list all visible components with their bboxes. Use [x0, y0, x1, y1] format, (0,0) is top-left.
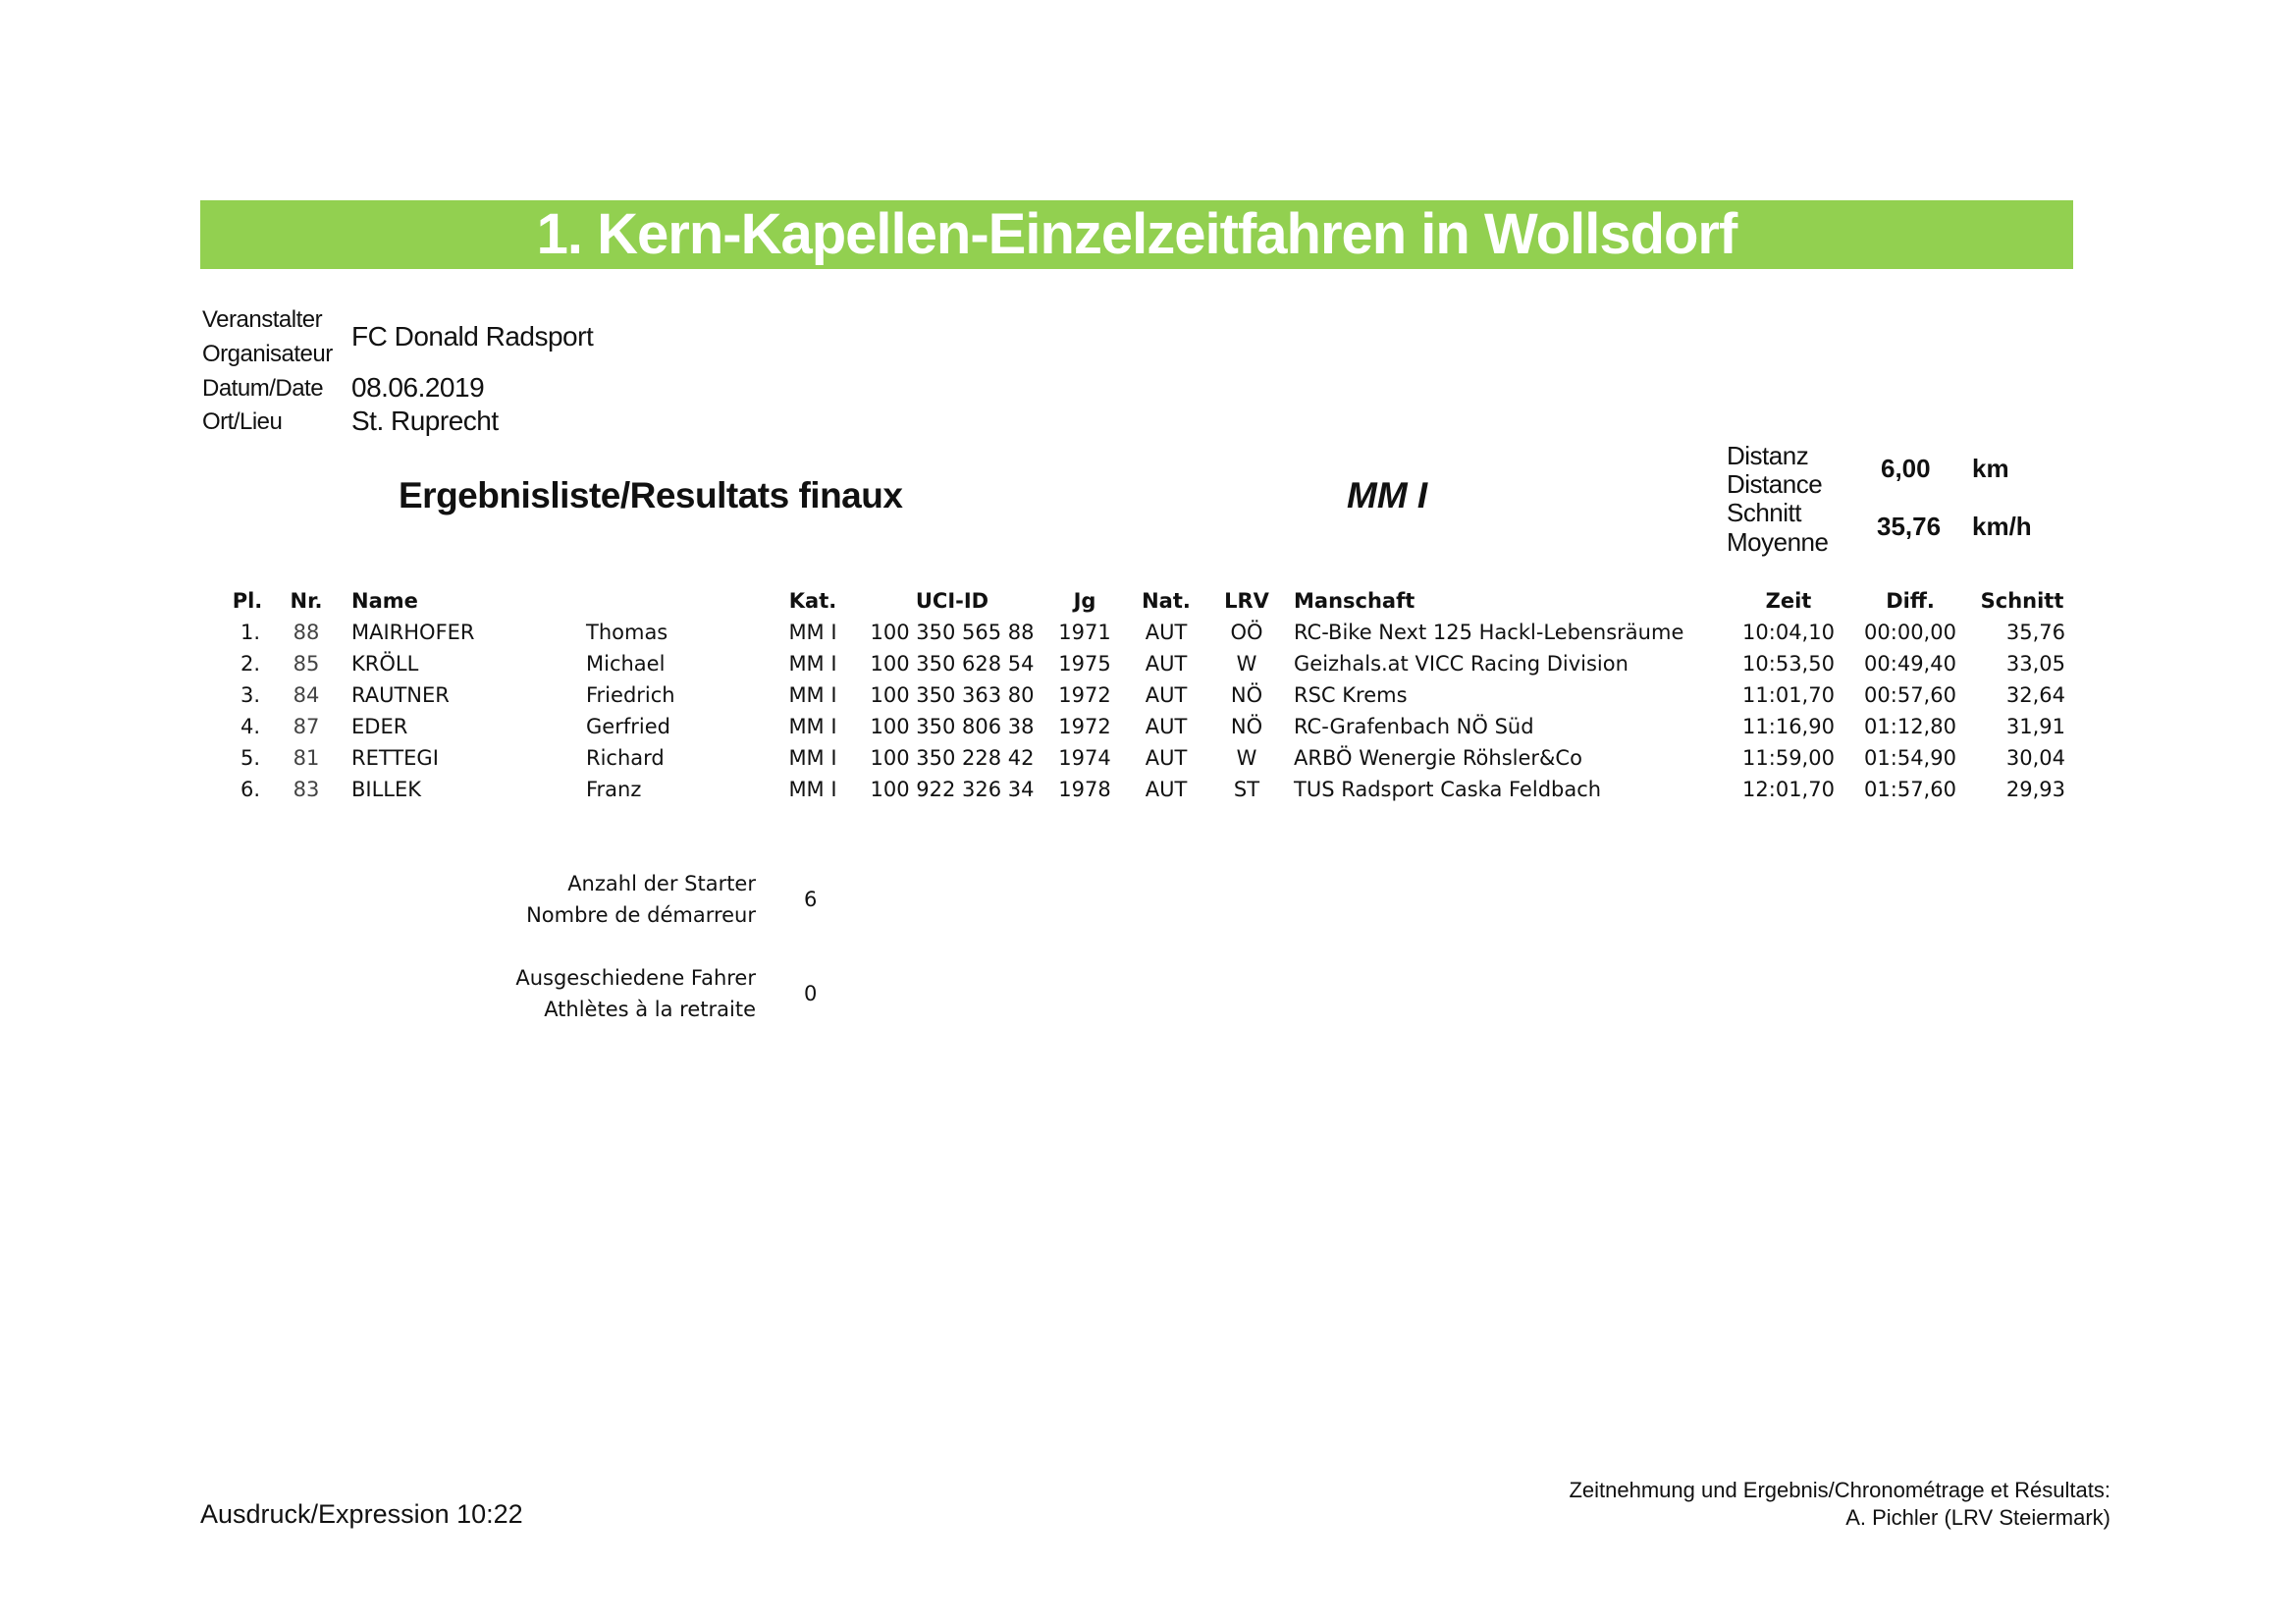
date-value: 08.06.2019 [351, 372, 485, 403]
starters-label-de: Anzahl der Starter [567, 872, 756, 895]
cell-category: MM I [788, 746, 837, 770]
cell-last-name: RAUTNER [351, 683, 450, 707]
cell-place: 4. [240, 715, 260, 738]
table-row [0, 652, 2296, 681]
cell-team: Geizhals.at VICC Racing Division [1294, 652, 1629, 676]
average-label-de: Schnitt [1727, 498, 1801, 527]
cell-category: MM I [788, 652, 837, 676]
cell-year: 1978 [1058, 778, 1111, 801]
table-row [0, 746, 2296, 776]
cell-last-name: KRÖLL [351, 652, 419, 676]
cell-number: 84 [293, 683, 320, 707]
cell-last-name: BILLEK [351, 778, 422, 801]
cell-number: 83 [293, 778, 320, 801]
cell-year: 1971 [1058, 621, 1111, 644]
cell-diff: 00:57,60 [1864, 683, 1956, 707]
cell-number: 87 [293, 715, 320, 738]
cell-first-name: Gerfried [586, 715, 670, 738]
table-header [0, 589, 2296, 619]
cell-time: 10:04,10 [1742, 621, 1835, 644]
dnf-label-de: Ausgeschiedene Fahrer [515, 966, 756, 990]
cell-first-name: Michael [586, 652, 666, 676]
cell-speed: 30,04 [2005, 746, 2065, 770]
cell-uci: 100 350 363 80 [870, 683, 1035, 707]
cell-team: ARBÖ Wenergie Röhsler&Co [1294, 746, 1582, 770]
distance-unit: km [1972, 454, 2009, 483]
cell-uci: 100 350 806 38 [870, 715, 1035, 738]
cell-speed: 31,91 [2005, 715, 2065, 738]
cell-place: 6. [240, 778, 260, 801]
page-title: 1. Kern-Kapellen-Einzelzeitfahren in Wollsdorf [536, 202, 1737, 266]
cell-last-name: EDER [351, 715, 408, 738]
starters-value: 6 [804, 888, 818, 911]
cell-uci: 100 922 326 34 [870, 778, 1035, 801]
cell-first-name: Richard [586, 746, 665, 770]
cell-time: 10:53,50 [1742, 652, 1835, 676]
dnf-value: 0 [804, 982, 818, 1005]
cell-last-name: RETTEGI [351, 746, 439, 770]
header-category: Kat. [788, 589, 837, 613]
timing-label: Zeitnehmung und Ergebnis/Chronométrage et Résultats: [1569, 1478, 2110, 1502]
cell-uci: 100 350 565 88 [870, 621, 1035, 644]
cell-year: 1975 [1058, 652, 1111, 676]
cell-diff: 01:54,90 [1864, 746, 1956, 770]
cell-team: TUS Radsport Caska Feldbach [1294, 778, 1602, 801]
header-speed: Schnitt [1980, 589, 2064, 613]
results-table [0, 589, 2296, 815]
cell-lrv: W [1236, 652, 1257, 676]
distance-value: 6,00 [1881, 454, 1931, 483]
cell-category: MM I [788, 683, 837, 707]
cell-category: MM I [788, 715, 837, 738]
place-label: Ort/Lieu [202, 408, 283, 435]
cell-lrv: NÖ [1230, 683, 1263, 707]
cell-first-name: Friedrich [586, 683, 675, 707]
header-time: Zeit [1765, 589, 1812, 613]
title-banner [200, 200, 2073, 269]
cell-nation: AUT [1145, 715, 1188, 738]
cell-lrv: W [1236, 746, 1257, 770]
place-value: St. Ruprecht [351, 406, 499, 436]
cell-nation: AUT [1145, 652, 1188, 676]
cell-time: 11:16,90 [1742, 715, 1835, 738]
table-row [0, 621, 2296, 650]
cell-category: MM I [788, 778, 837, 801]
header-number: Nr. [290, 589, 323, 613]
organizer-value: FC Donald Radsport [351, 321, 594, 352]
cell-diff: 00:00,00 [1864, 621, 1956, 644]
header-name: Name [351, 589, 418, 613]
cell-year: 1974 [1058, 746, 1111, 770]
cell-nation: AUT [1145, 746, 1188, 770]
cell-number: 88 [293, 621, 320, 644]
average-label-fr: Moyenne [1727, 527, 1829, 557]
cell-place: 5. [240, 746, 260, 770]
cell-diff: 01:57,60 [1864, 778, 1956, 801]
cell-number: 85 [293, 652, 320, 676]
table-row [0, 683, 2296, 713]
header-nation: Nat. [1142, 589, 1191, 613]
cell-first-name: Thomas [586, 621, 668, 644]
cell-year: 1972 [1058, 683, 1111, 707]
organizer-label-fr: Organisateur [202, 341, 333, 367]
cell-number: 81 [293, 746, 320, 770]
cell-team: RC-Bike Next 125 Hackl-Lebensräume [1294, 621, 1684, 644]
cell-nation: AUT [1145, 621, 1188, 644]
cell-nation: AUT [1145, 683, 1188, 707]
printout-time: Ausdruck/Expression 10:22 [200, 1499, 523, 1529]
cell-first-name: Franz [586, 778, 642, 801]
header-diff: Diff. [1886, 589, 1935, 613]
average-unit: km/h [1972, 512, 2032, 541]
cell-last-name: MAIRHOFER [351, 621, 475, 644]
cell-diff: 01:12,80 [1864, 715, 1956, 738]
cell-time: 11:59,00 [1742, 746, 1835, 770]
distance-label-de: Distanz [1727, 441, 1809, 470]
cell-diff: 00:49,40 [1864, 652, 1956, 676]
header-place: Pl. [232, 589, 263, 613]
cell-year: 1972 [1058, 715, 1111, 738]
table-row [0, 715, 2296, 744]
cell-place: 2. [240, 652, 260, 676]
header-year: Jg [1073, 589, 1096, 613]
cell-place: 3. [240, 683, 260, 707]
distance-label-fr: Distance [1727, 469, 1823, 499]
cell-team: RC-Grafenbach NÖ Süd [1294, 715, 1534, 738]
header-uci: UCI-ID [915, 589, 989, 613]
header-lrv: LRV [1224, 589, 1269, 613]
category-title: MM I [1347, 475, 1428, 515]
table-row [0, 778, 2296, 807]
cell-speed: 35,76 [2005, 621, 2065, 644]
starters-label-fr: Nombre de démarreur [526, 903, 756, 927]
cell-time: 11:01,70 [1742, 683, 1835, 707]
results-title: Ergebnisliste/Resultats finaux [399, 475, 903, 515]
cell-lrv: OÖ [1230, 621, 1263, 644]
cell-uci: 100 350 628 54 [870, 652, 1035, 676]
cell-lrv: ST [1233, 778, 1260, 801]
timing-name: A. Pichler (LRV Steiermark) [1845, 1505, 2110, 1530]
cell-place: 1. [240, 621, 260, 644]
cell-uci: 100 350 228 42 [870, 746, 1035, 770]
cell-lrv: NÖ [1230, 715, 1263, 738]
cell-speed: 32,64 [2005, 683, 2065, 707]
cell-time: 12:01,70 [1742, 778, 1835, 801]
cell-team: RSC Krems [1294, 683, 1408, 707]
organizer-label-de: Veranstalter [202, 306, 323, 333]
cell-category: MM I [788, 621, 837, 644]
header-team: Manschaft [1294, 589, 1415, 613]
average-value: 35,76 [1877, 512, 1942, 541]
date-label: Datum/Date [202, 375, 324, 402]
cell-speed: 33,05 [2005, 652, 2065, 676]
dnf-label-fr: Athlètes à la retraite [544, 998, 756, 1021]
cell-nation: AUT [1145, 778, 1188, 801]
cell-speed: 29,93 [2005, 778, 2065, 801]
